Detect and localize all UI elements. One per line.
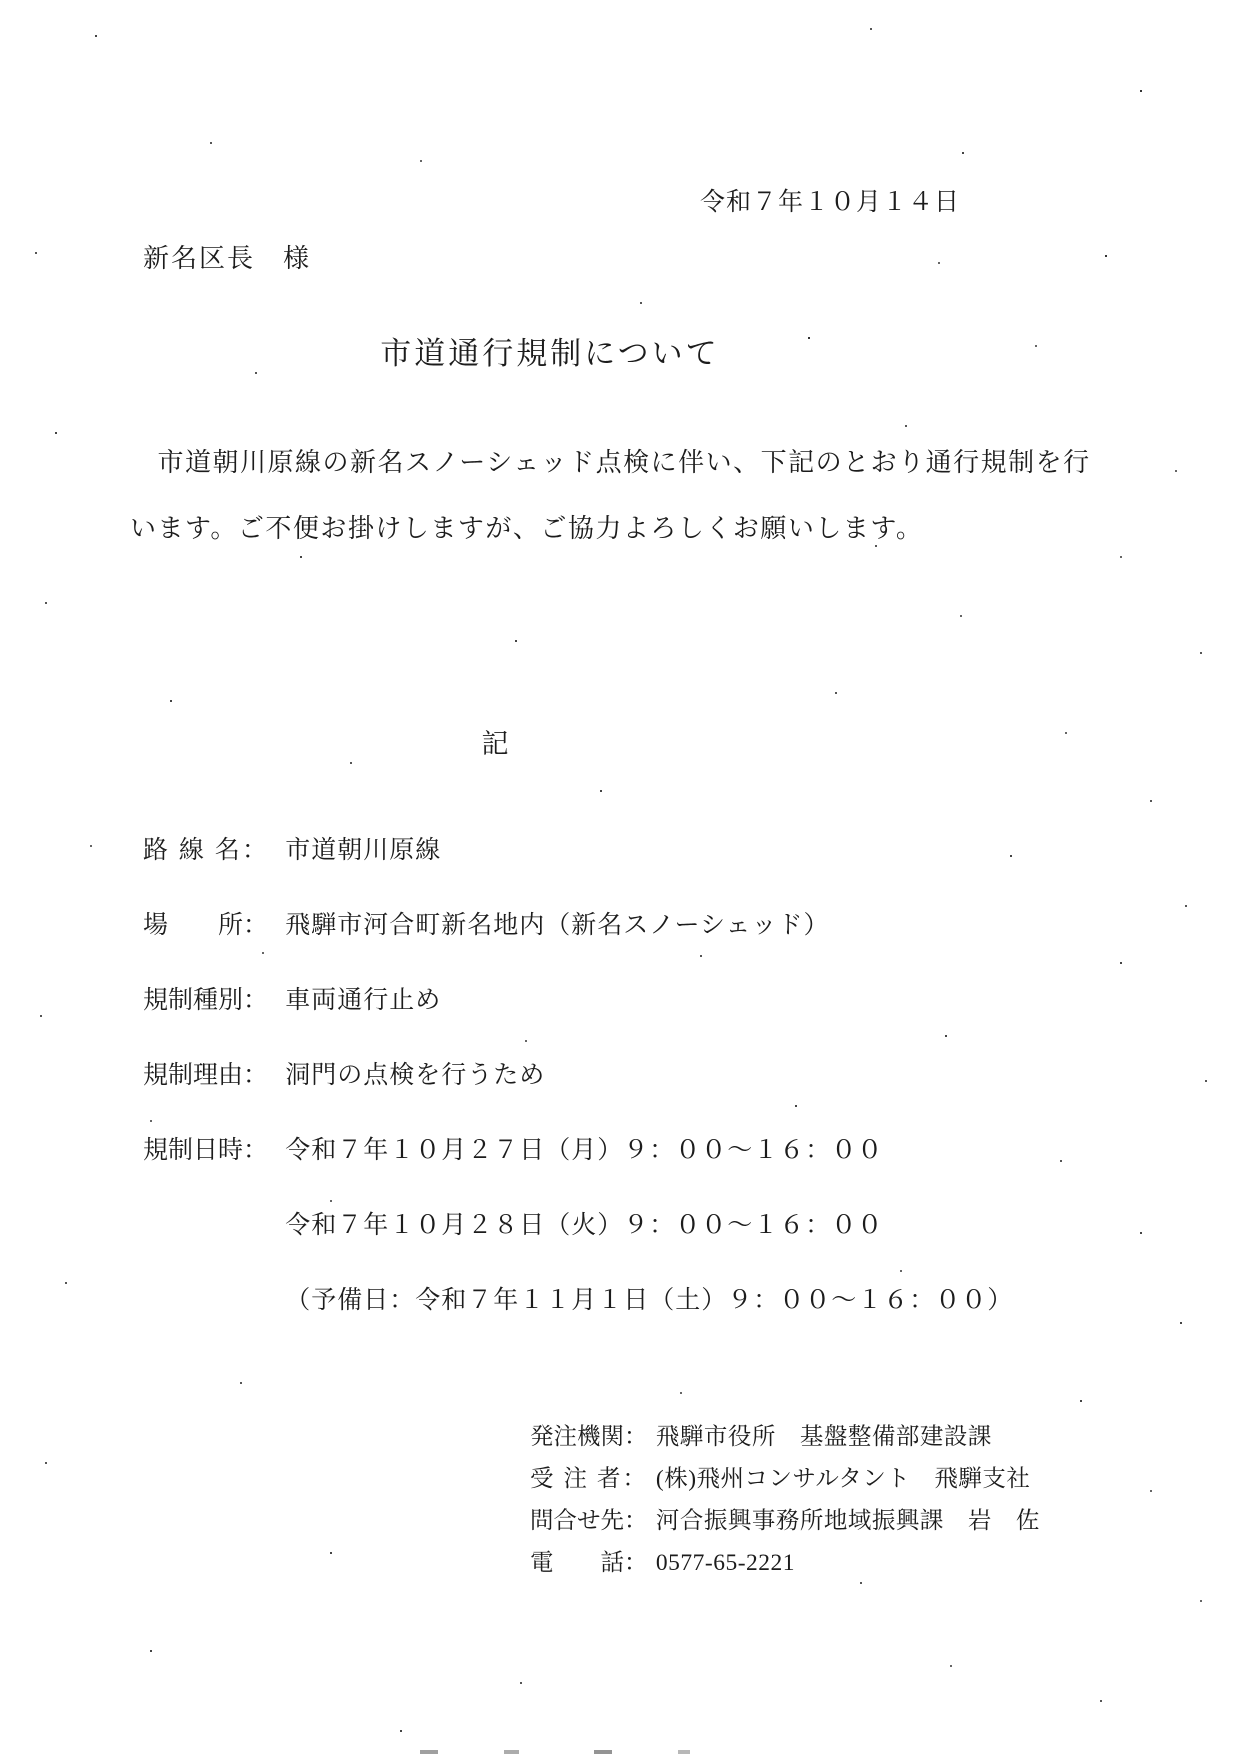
detail-label: 規制理由： — [143, 1062, 269, 1089]
footer-label: 受 注 者： — [530, 1466, 646, 1492]
detail-value: 令和７年１０月２８日（火）９：００～１６：００ — [285, 1212, 884, 1239]
scan-edge-artifact — [420, 1750, 720, 1754]
detail-label: 場 所： — [143, 912, 269, 939]
detail-row-location — [143, 905, 1143, 980]
footer-row-ordering-agency — [530, 1416, 1180, 1458]
footer-row-contractor — [530, 1458, 1180, 1500]
footer-label: 発注機関： — [530, 1424, 648, 1450]
footer-row-inquiry — [530, 1500, 1180, 1542]
detail-label: 規制種別： — [143, 987, 269, 1014]
detail-value: 令和７年１０月２７日（月）９：００～１６：００ — [285, 1137, 884, 1164]
document-date: 令和７年１０月１４日 — [699, 189, 960, 216]
detail-row-restriction-reason — [143, 1055, 1143, 1130]
body-paragraph — [130, 430, 1130, 562]
details-list — [143, 830, 1143, 1355]
detail-value: 市道朝川原線 — [285, 837, 442, 864]
footer-value: (株)飛州コンサルタント 飛騨支社 — [655, 1466, 1031, 1492]
detail-row-restriction-type — [143, 980, 1143, 1055]
detail-row-restriction-datetime-1 — [143, 1130, 1143, 1205]
detail-value: 車両通行止め — [285, 987, 442, 1014]
addressee-line: 新名区長 様 — [143, 244, 312, 273]
document-title: 市道通行規制について — [380, 336, 720, 371]
scan-noise — [0, 0, 2, 2]
body-line-2: います。ご不便お掛けしますが、ご協力よろしくお願いします。 — [130, 514, 924, 543]
footer-value: 0577-65-2221 — [655, 1550, 796, 1576]
footer-row-phone — [530, 1542, 1180, 1584]
detail-value: （予備日：令和７年１１月１日（土）９：００～１６：００） — [285, 1287, 1014, 1314]
detail-value: 洞門の点検を行うため — [285, 1062, 546, 1089]
detail-row-restriction-datetime-2 — [143, 1205, 1143, 1280]
contact-footer — [530, 1416, 1180, 1584]
detail-label: 路 線 名： — [143, 837, 267, 864]
body-line-1: 市道朝川原線の新名スノーシェッド点検に伴い、下記のとおり通行規制を行 — [130, 448, 1091, 477]
footer-label: 電 話： — [530, 1550, 648, 1576]
detail-row-restriction-datetime-reserve — [143, 1280, 1143, 1355]
detail-label: 規制日時： — [143, 1137, 269, 1164]
footer-label: 問合せ先： — [530, 1508, 648, 1534]
footer-value: 河合振興事務所地域振興課 岩 佐 — [655, 1508, 1040, 1534]
detail-value: 飛騨市河合町新名地内（新名スノーシェッド） — [285, 912, 830, 939]
detail-row-route-name — [143, 830, 1143, 905]
record-marker: 記 — [481, 729, 509, 759]
footer-value: 飛騨市役所 基盤整備部建設課 — [655, 1424, 992, 1450]
